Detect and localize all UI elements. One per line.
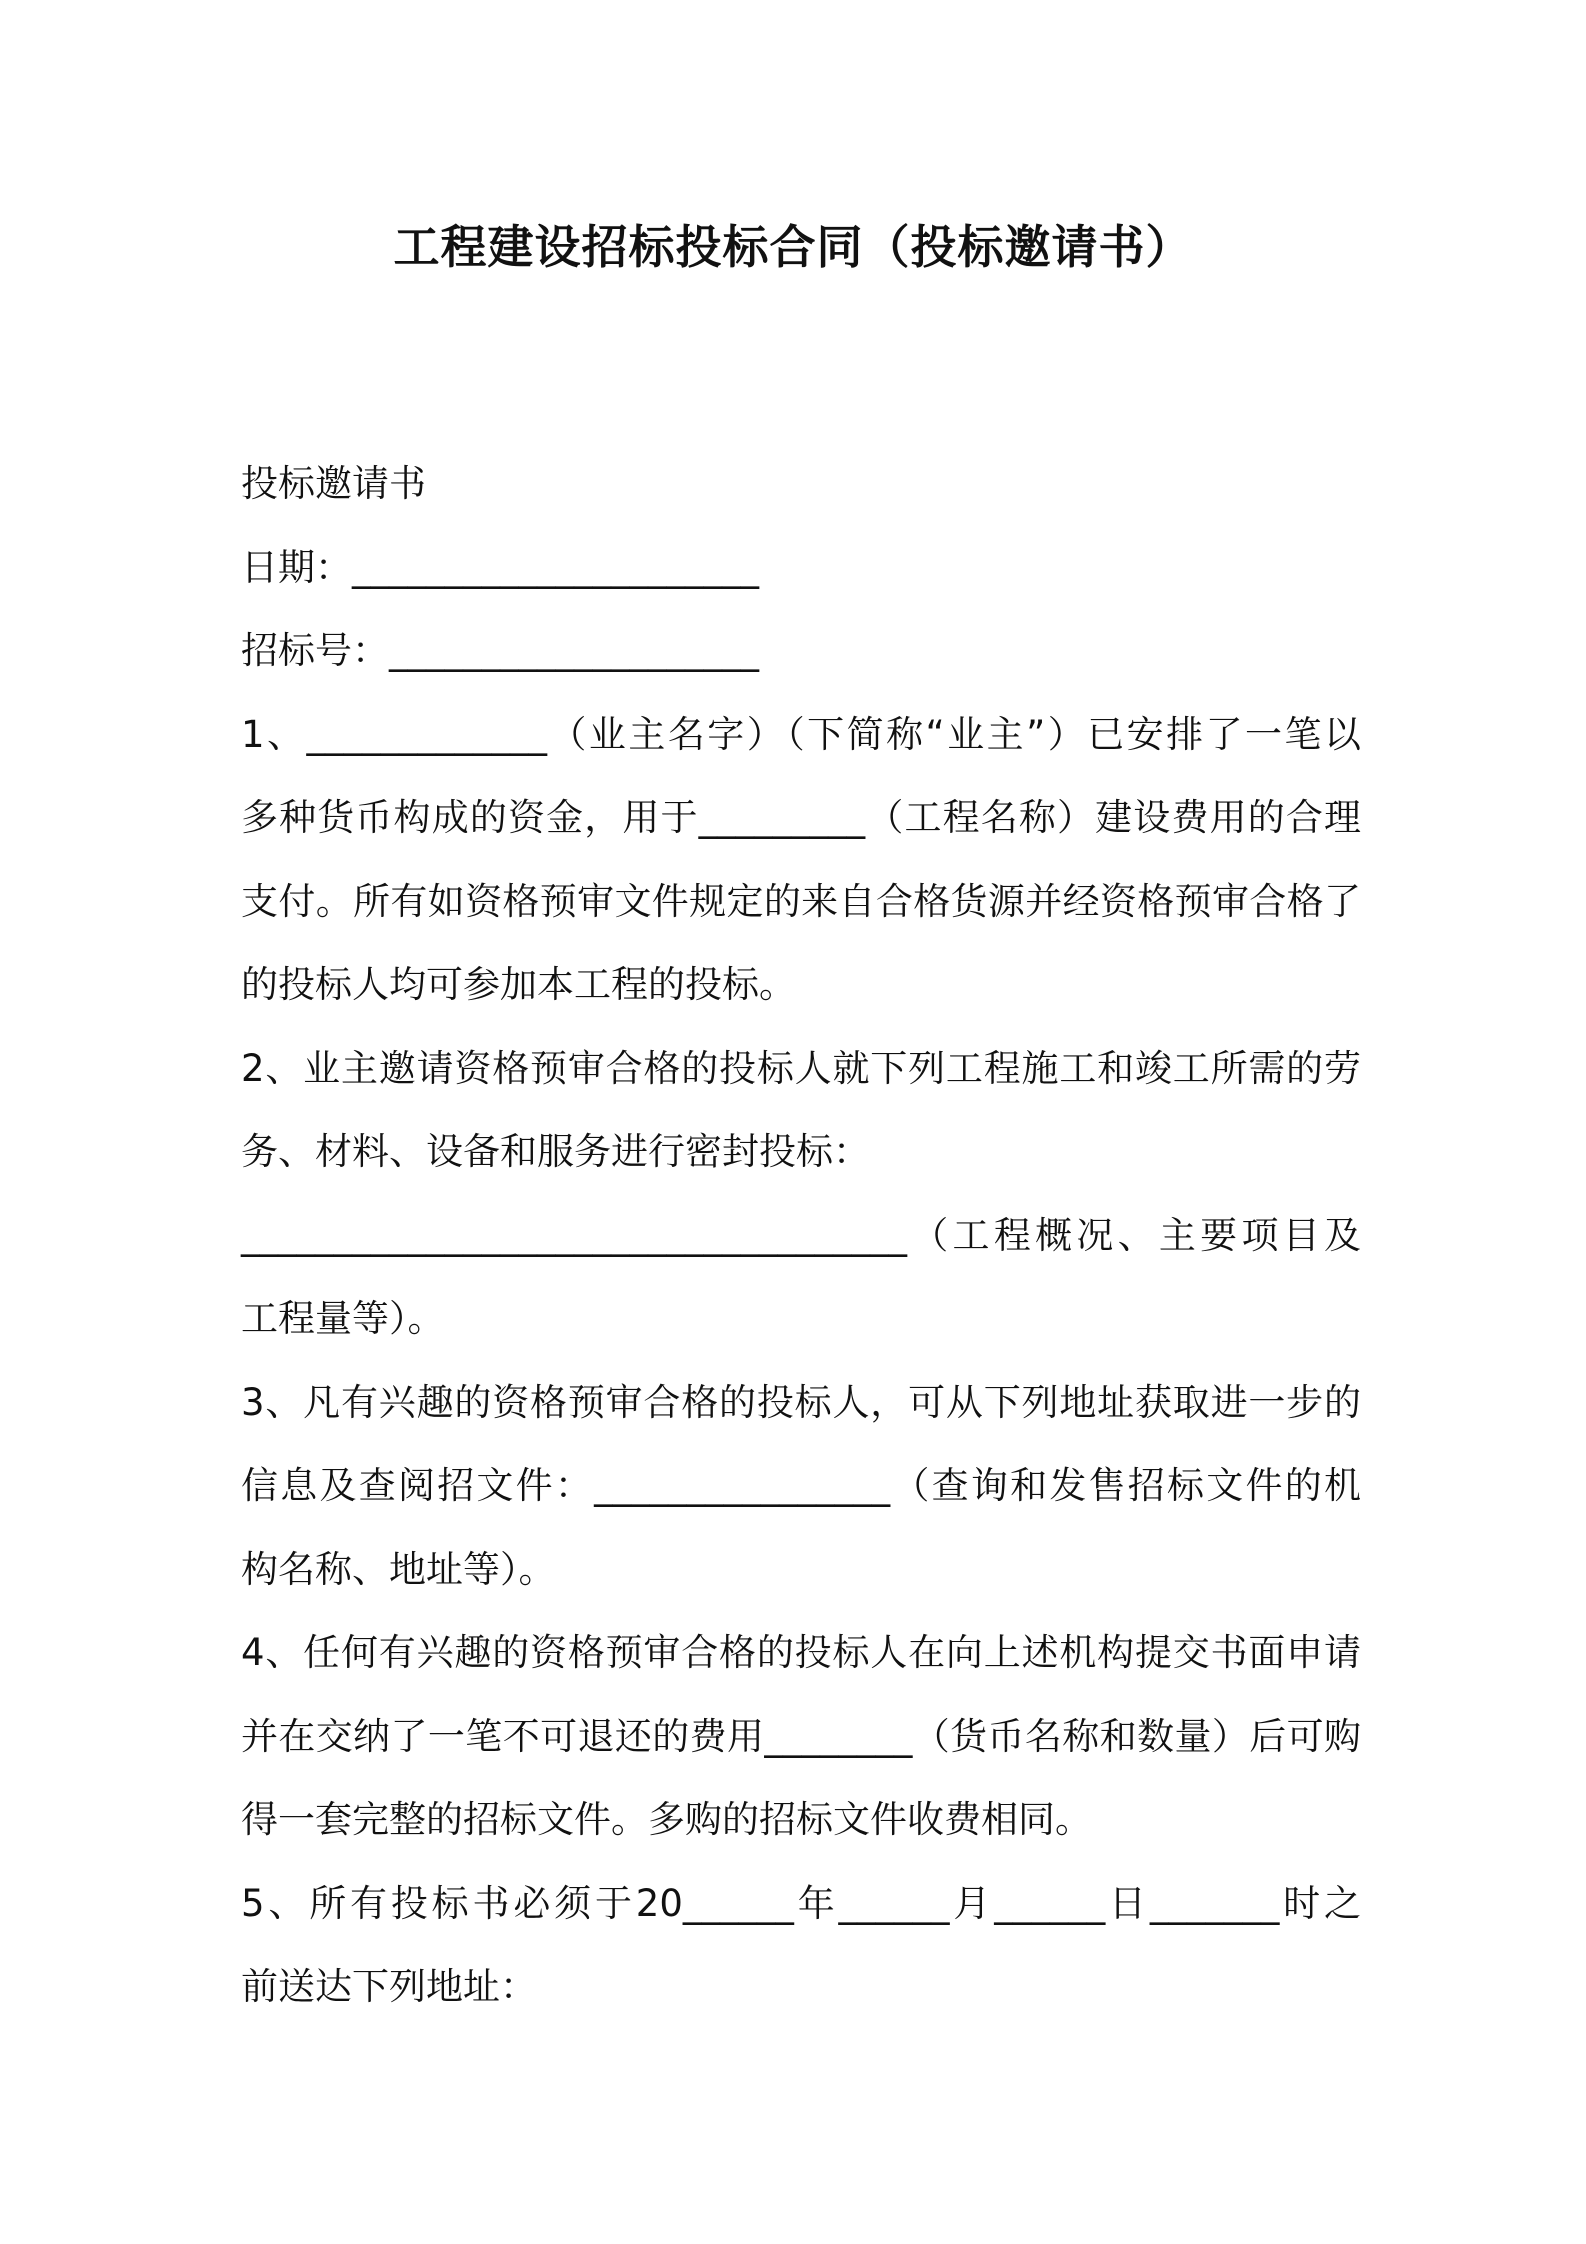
- paragraph-1-line-2: 多种货币构成的资金，用于_________（工程名称）建设费用的合理: [241, 796, 1361, 839]
- document-body: [241, 442, 1361, 2029]
- paragraph-5-line-2: 前送达下列地址：: [241, 1965, 537, 2008]
- paragraph-3-line-2: 信息及查阅招文件：________________（查询和发售招标文件的机: [241, 1464, 1361, 1507]
- paragraph-2-line-2: 务、材料、设备和服务进行密封投标：: [241, 1130, 870, 1173]
- paragraph-1-line-1: 1、_____________（业主名字）（下简称“业主”）已安排了一笔以: [241, 712, 1361, 756]
- paragraph-1-line-3: 支付。所有如资格预审文件规定的来自合格货源并经资格预审合格了: [241, 879, 1361, 923]
- paragraph-2-line-3: ____________________________________（工程概况、主要项目及: [241, 1213, 1361, 1257]
- paragraph-4-line-2: 并在交纳了一笔不可退还的费用________（货币名称和数量）后可购: [241, 1714, 1361, 1758]
- paragraph-5-line-1: 5、所有投标书必须于20______年______月______日_______时之: [241, 1881, 1361, 1925]
- paragraph-3-line-1: 3、凡有兴趣的资格预审合格的投标人，可从下列地址获取进一步的: [241, 1380, 1361, 1424]
- tender-number-line: 招标号：____________________: [241, 629, 759, 672]
- section-heading: 投标邀请书: [241, 462, 426, 505]
- paragraph-2-line-1: 2、业主邀请资格预审合格的投标人就下列工程施工和竣工所需的劳: [241, 1046, 1361, 1090]
- document-title: 工程建设招标投标合同（投标邀请书）: [393, 220, 1193, 274]
- paragraph-4-line-3: 得一套完整的招标文件。多购的招标文件收费相同。: [241, 1798, 1092, 1841]
- paragraph-2-line-4: 工程量等）。: [241, 1297, 445, 1340]
- paragraph-4-line-1: 4、任何有兴趣的资格预审合格的投标人在向上述机构提交书面申请: [241, 1631, 1361, 1674]
- paragraph-3-line-3: 构名称、地址等）。: [241, 1547, 556, 1591]
- date-field-line: 日期：______________________: [241, 545, 759, 589]
- paragraph-1-line-4: 的投标人均可参加本工程的投标。: [241, 963, 796, 1006]
